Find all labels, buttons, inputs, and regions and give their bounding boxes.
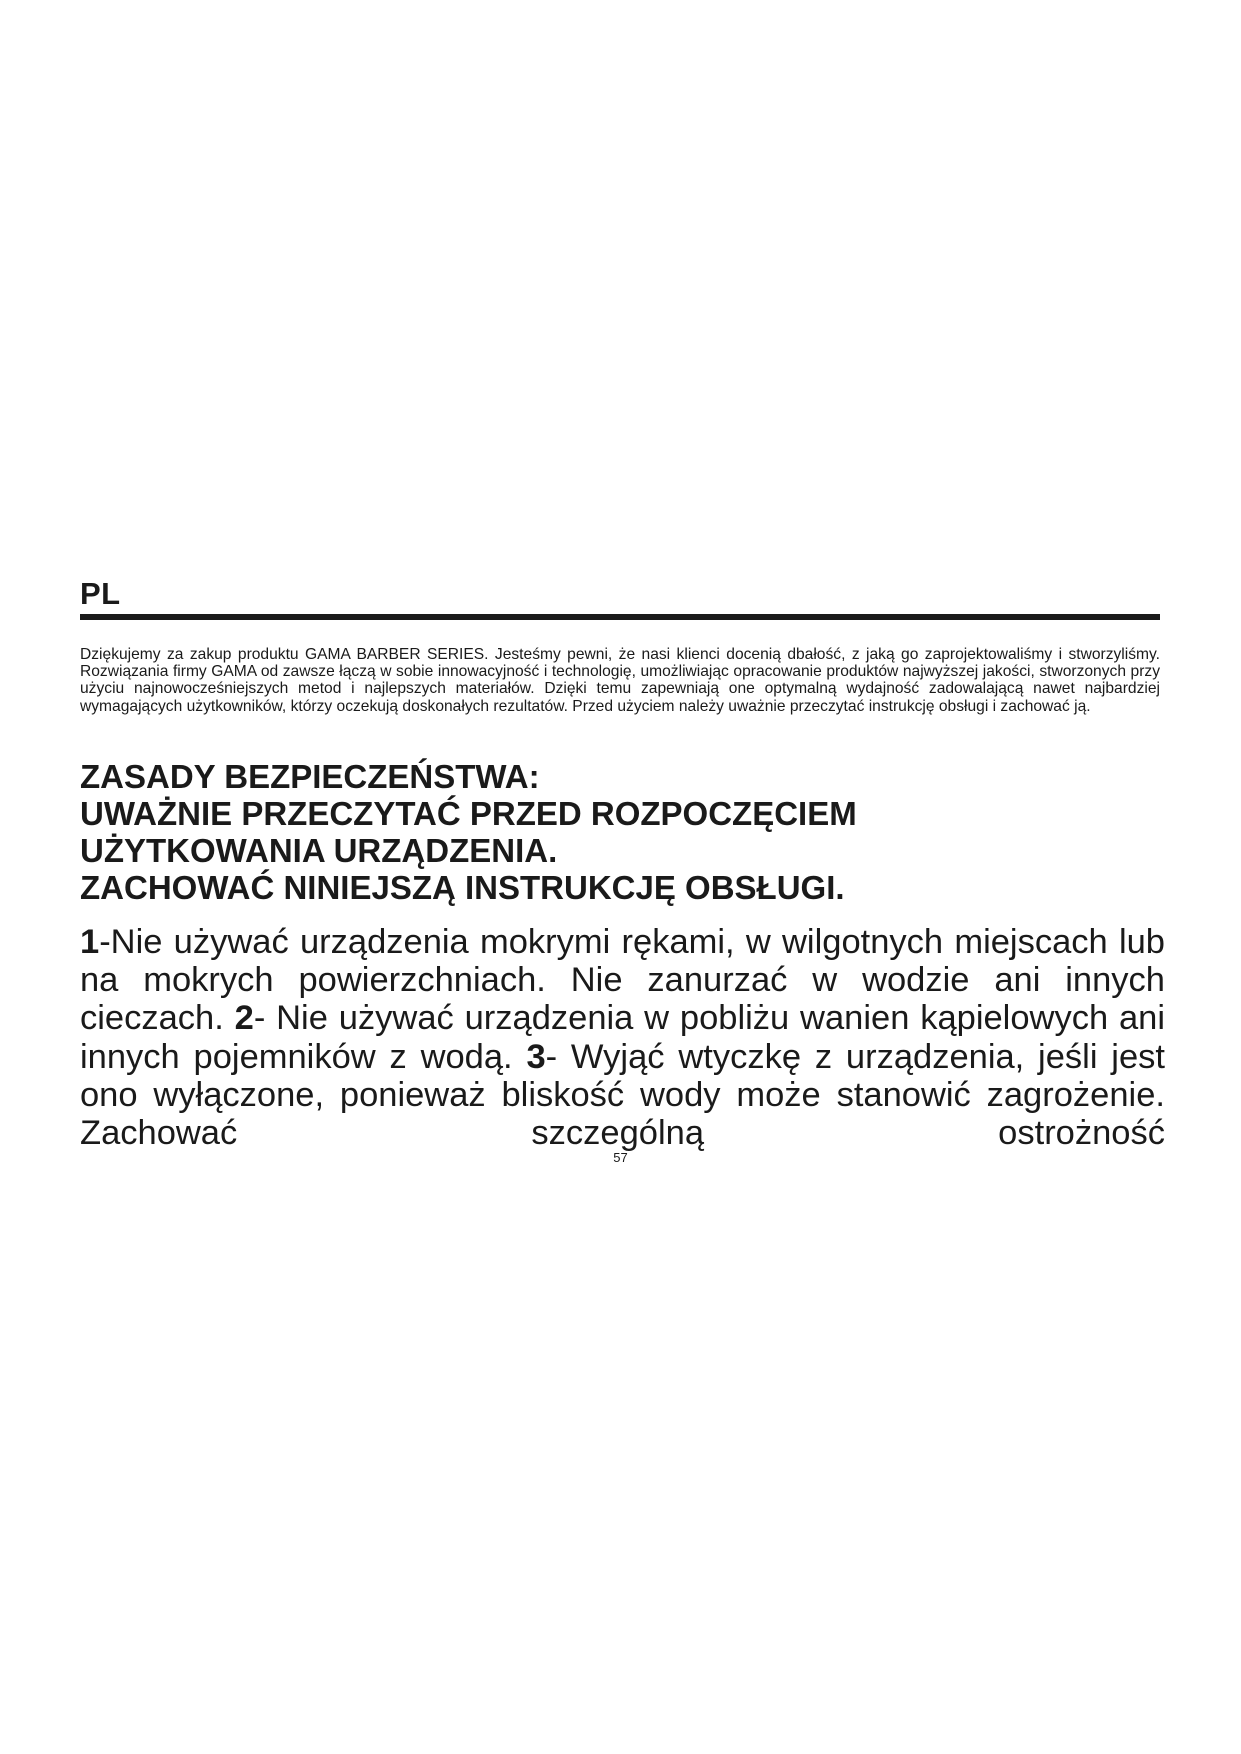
intro-paragraph: Dziękujemy za zakup produktu GAMA BARBER SERIES. Jesteśmy pewni, że nasi klienci docenią dbałość, z jaką go zaprojektowaliśmy i stworzyliśmy. Rozwiązania firmy GAMA od zawsze łączą w sobie innowacyjność i technologię, umożliwiając opracowanie produktów najwyższej jakości, stworzonych przy użyciu najnowocześniejszych metod i najlepszych materiałów. Dzięki temu zapewniają one optymalną wydajność zadowalającą nawet najbardziej wymagających użytkowników, którzy oczekują doskonałych rezultatów. Przed użyciem należy uważnie przeczytać instrukcję obsługi i zachować ją. <box>80 646 1160 715</box>
instruction-text: - Nie używać urządzenia w pobliżu wanien kąpielowych ani innych pojemników z wodą. <box>80 999 1165 1076</box>
safety-heading-line: ZACHOWAĆ NINIEJSZĄ INSTRUKCJĘ OBSŁUGI. <box>80 869 845 906</box>
safety-heading <box>80 758 1160 906</box>
instruction-number: 1 <box>80 923 100 961</box>
safety-instructions <box>80 923 1165 1152</box>
instruction-number: 3 <box>526 1037 546 1076</box>
instruction-number: 2 <box>234 999 254 1038</box>
safety-heading-line: UŻYTKOWANIA URZĄDZENIA. <box>80 832 558 869</box>
header-divider <box>80 614 1160 620</box>
instruction-text: - Wyjąć wtyczkę z urządzenia, jeśli jest ono wyłączone, ponieważ bliskość wody może stanowić zagrożenie. Zachować szczególną ostrożność <box>80 1037 1165 1153</box>
page-number: 57 <box>613 1150 628 1165</box>
safety-heading-line: UWAŻNIE PRZECZYTAĆ PRZED ROZPOCZĘCIEM <box>80 795 857 832</box>
safety-heading-line: ZASADY BEZPIECZEŃSTWA: <box>80 758 540 795</box>
instruction-text: -Nie używać urządzenia mokrymi rękami, w wilgotnych miejscach lub na mokrych powierzchniach. Nie zanurzać w wodzie ani innych cieczach. <box>80 923 1165 1038</box>
language-header: PL <box>80 576 121 611</box>
